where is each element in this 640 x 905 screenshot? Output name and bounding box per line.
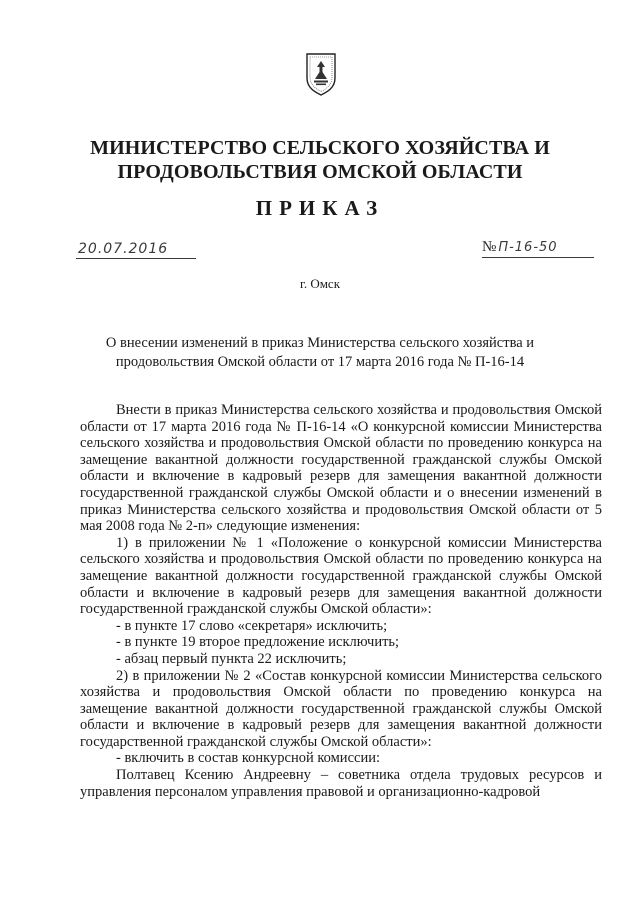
- body-paragraph: Внести в приказ Министерства сельского хозяйства и продовольствия Омской области от 17 марта 2016 года № П-16-14 «О конкурсной комиссии Министерства сельского хозяйства и продовольствия Омской области по проведению конкурса на замещение вакантной должности государственной гражданской службы Омской области и включение в кадровый резерв для замещения вакантной должности государственной гражданской службы Омской области и о внесении изменений в приказ Министерства сельского хозяйства и продовольствия Омской области от 5 мая 2008 года № 2-п» следующие изменения:: [80, 402, 602, 535]
- body-paragraph: - в пункте 17 слово «секретаря» исключить;: [116, 617, 388, 634]
- body-paragraph: Полтавец Ксению Андреевну – советника отдела трудовых ресурсов и управления персоналом управления правовой и организационно-кадровой: [80, 767, 602, 800]
- body-paragraph: - в пункте 19 второе предложение исключить;: [116, 634, 400, 651]
- order-body: [80, 402, 602, 800]
- body-paragraph: - включить в состав конкурсной комиссии:: [116, 750, 380, 767]
- body-paragraph: - абзац первый пункта 22 исключить;: [116, 650, 347, 667]
- document-type-title: ПРИКАЗ: [255, 196, 385, 220]
- body-paragraph: 1) в приложении № 1 «Положение о конкурсной комиссии Министерства сельского хозяйства и продовольствия Омской области по проведению конкурса на замещение вакантной должности государственной гражданской службы Омской области и включение в кадровый резерв для замещения вакантной должности государственной гражданской службы Омской области»:: [80, 534, 602, 618]
- document-date: 20.07.2016: [76, 240, 196, 259]
- city: г. Омск: [299, 276, 341, 291]
- omsk-coat-of-arms-emblem: [305, 52, 337, 96]
- number-sign: №: [482, 239, 497, 255]
- order-subject: [90, 334, 550, 372]
- body-paragraph: 2) в приложении № 2 «Состав конкурсной комиссии Министерства сельского хозяйства и продовольствия Омской области по проведению конкурса на замещение вакантной должности государственной гражданской службы Омской области и включение в кадровый резерв для замещения вакантной должности государственной гражданской службы Омской области»:: [80, 667, 602, 750]
- ministry-name-line1: МИНИСТЕРСТВО СЕЛЬСКОГО ХОЗЯЙСТВА И: [90, 137, 550, 159]
- ministry-name-line2: ПРОДОВОЛЬСТВИЯ ОМСКОЙ ОБЛАСТИ: [117, 161, 523, 183]
- number-value: П-16-50: [498, 240, 558, 255]
- subject-line2: продовольствия Омской области от 17 марта 2016 года № П-16-14: [115, 354, 525, 370]
- ministry-name: [40, 136, 600, 184]
- document-number: [482, 238, 594, 258]
- subject-line1: О внесении изменений в приказ Министерства сельского хозяйства и: [105, 335, 535, 351]
